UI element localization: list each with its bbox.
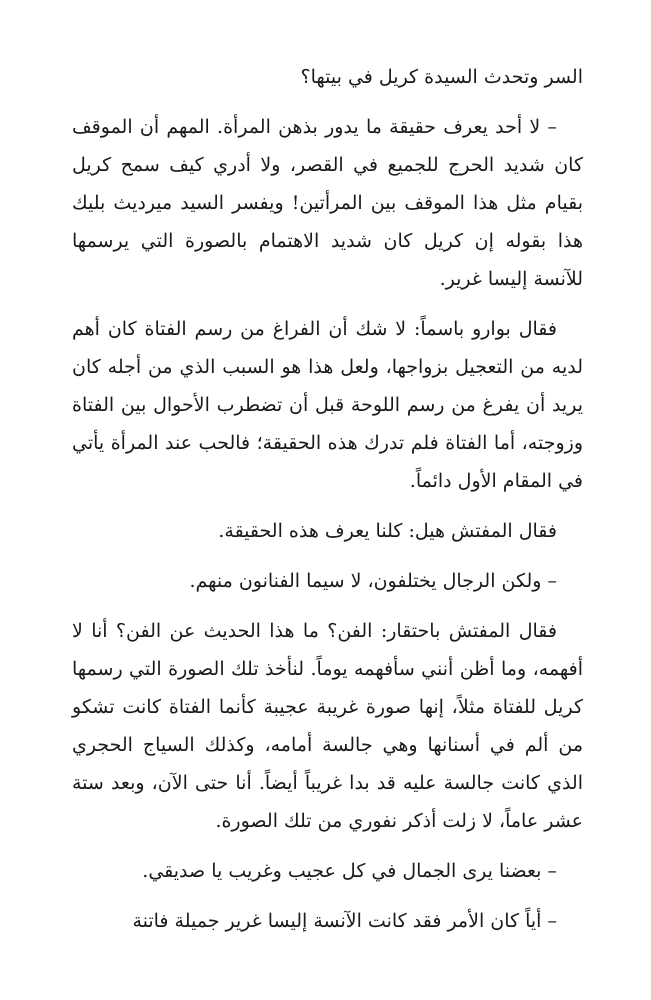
paragraph-1: السر وتحدث السيدة كريل في بيتها؟ bbox=[300, 66, 583, 88]
paragraph-4: فقال المفتش هيل: كلنا يعرف هذه الحقيقة. bbox=[218, 520, 557, 542]
paragraph-6: فقال المفتش باحتقار: الفن؟ ما هذا الحديث عن الفن؟ أنا لا أفهمه، وما أظن أنني سأفهمه يوماً. لنأخذ تلك الصورة التي رسمها كريل للفتاة مثلاً، إنها صورة غريبة عجيبة كأنما الفتاة كانت تشكو من ألم في أسنانها وهي جالسة أمامه، وكذلك السياج الحجري الذي كانت جالسة عليه قد بدا غريباً أيضاً. أنا حتى الآن، وبعد ستة عشر عاماً، لا زلت أذكر نفوري من تلك الصورة. bbox=[72, 620, 583, 832]
paragraph-8: – أياً كان الأمر فقد كانت الآنسة إليسا غرير جميلة فاتنة bbox=[132, 910, 557, 932]
paragraph-2: – لا أحد يعرف حقيقة ما يدور بذهن المرأة. المهم أن الموقف كان شديد الحرج للجميع في القصر، ولا أدري كيف سمح كريل بقيام مثل هذا الموقف بين المرأتين! ويفسر السيد ميرديث بليك هذا بقوله إن كريل كان شديد الاهتمام بالصورة التي يرسمها للآنسة إليسا غرير. bbox=[72, 116, 583, 290]
paragraph-5: – ولكن الرجال يختلفون، لا سيما الفنانون منهم. bbox=[189, 570, 557, 592]
paragraph-3: فقال بوارو باسماً: لا شك أن الفراغ من رسم الفتاة كان أهم لديه من التعجيل بزواجها، ولعل هذا هو السبب الذي من أجله كان يريد أن يفرغ من رسم اللوحة قبل أن تضطرب الأحوال بين الفتاة وزوجته، أما الفتاة فلم تدرك هذه الحقيقة؛ فالحب عند المرأة يأتي في المقام الأول دائماً. bbox=[72, 318, 583, 492]
paragraph-7: – بعضنا يرى الجمال في كل عجيب وغريب يا صديقي. bbox=[142, 860, 557, 882]
